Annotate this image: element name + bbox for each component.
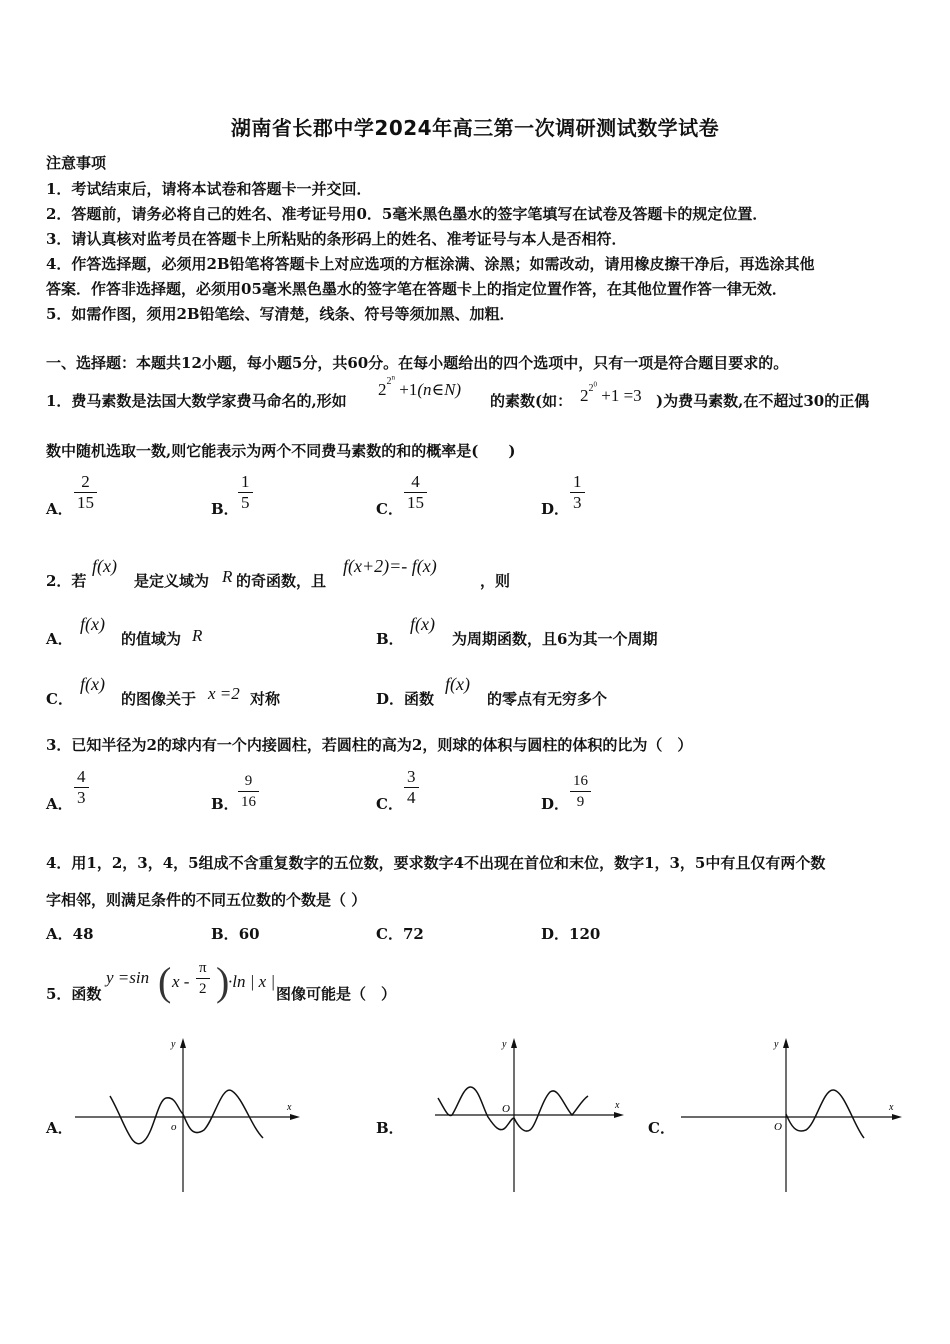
q5-graph-b	[430, 1030, 630, 1200]
q3-option-d-label: D．	[541, 795, 570, 813]
y-label: y	[774, 1039, 779, 1050]
q1-option-a-fraction: $\frac{2}{15}$	[74, 472, 97, 513]
curve	[786, 1090, 864, 1138]
q3-option-b-label: B．	[211, 795, 239, 813]
q2-mid1: 是定义域为	[134, 572, 210, 590]
q1-option-a-label: A．	[46, 500, 73, 518]
q5-graph-a	[70, 1030, 305, 1200]
x-arrow-icon	[614, 1112, 624, 1118]
q2-option-c-text1: 的图像关于	[121, 690, 197, 708]
q3-option-a-fraction: $\frac{4}{3}$	[74, 767, 89, 808]
q2-option-d-label: D．函数	[376, 690, 435, 708]
q2-option-b-text: 为周期函数，且6为其一个周期	[452, 630, 658, 648]
q5-graph-c-label: C．	[648, 1119, 675, 1137]
y-arrow-icon	[783, 1038, 789, 1048]
x-label: x	[287, 1102, 292, 1113]
notice-item: 5．如需作图，须用2B铅笔绘、写清楚，线条、符号等须加黑、加粗．	[46, 305, 515, 323]
q3-text: 3．已知半径为2的球内有一个内接圆柱，若圆柱的高为2，则球的体积与圆柱的体积的比为（ ）	[46, 736, 693, 754]
q5-function: y =sin ( x - $\frac{\pi}{2}$ ) ·ln | x |	[106, 959, 276, 1004]
q1-option-d-label: D．	[541, 500, 570, 518]
q2-R: R	[222, 567, 233, 586]
curve	[438, 1087, 588, 1131]
origin-label: o	[171, 1121, 177, 1133]
x-arrow-icon	[892, 1114, 902, 1120]
q2-option-a-R: R	[192, 626, 203, 645]
y-arrow-icon	[180, 1038, 186, 1048]
q1-example: $2^{2^0} +1 =3$	[580, 381, 642, 405]
notice-item: 答案．作答非选择题，必须用05毫米黑色墨水的签字笔在答题卡上的指定位置作答，在其他位置作答一律无效．	[46, 280, 787, 298]
y-label: y	[502, 1039, 507, 1050]
q4-option-b: B．60	[211, 925, 260, 943]
q5-graph-a-label: A．	[46, 1119, 73, 1137]
right-paren: )	[216, 959, 230, 1004]
q2-prefix: 2．若	[46, 572, 87, 590]
x-label: x	[889, 1102, 894, 1113]
q2-option-c-fx: f(x)	[80, 674, 105, 694]
q4-option-c: C．72	[376, 925, 424, 943]
q1-suffix: )为费马素数,在不超过30的正偶	[656, 392, 870, 410]
origin-label: O	[502, 1103, 510, 1115]
q4-line1: 4．用1，2，3，4，5组成不含重复数字的五位数，要求数字4不出现在首位和末位，数字1，3，5中有且仅有两个数	[46, 854, 826, 872]
notice-heading: 注意事项	[46, 154, 107, 172]
notice-item: 2．答题前，请务必将自己的姓名、准考证号用0．5毫米黑色墨水的签字笔填写在试卷及答题卡的规定位置．	[46, 205, 768, 223]
q1-formula: $2^{2^n}$ +1(n∈N)	[378, 374, 462, 399]
q2-option-c-eq: x =2	[208, 684, 240, 703]
q4-line2: 字相邻，则满足条件的不同五位数的个数是（ ）	[46, 891, 367, 909]
q2-fx: f(x)	[92, 556, 117, 576]
q1-prefix: 1．费马素数是法国大数学家费马命名的,形如	[46, 392, 347, 410]
q1-option-c-label: C．	[376, 500, 403, 518]
q2-option-a-label: A．	[46, 630, 73, 648]
q4-option-d: D．120	[541, 925, 601, 943]
q5-suffix: 图像可能是（ ）	[276, 985, 397, 1003]
q2-option-b-label: B．	[376, 630, 404, 648]
notice-item: 3．请认真核对监考员在答题卡上所粘贴的条形码上的姓名、准考证号与本人是否相符．	[46, 230, 627, 248]
q5-prefix: 5．函数	[46, 985, 102, 1003]
q1-option-b-label: B．	[211, 500, 239, 518]
y-label: y	[171, 1039, 176, 1050]
page-title: 湖南省长郡中学2024年高三第一次调研测试数学试卷	[230, 116, 720, 140]
q2-option-d-text: 的零点有无穷多个	[487, 690, 608, 708]
q1-middle: 的素数(如：	[490, 392, 573, 410]
q2-mid2: 的奇函数，且	[236, 572, 327, 590]
q5-graph-b-label: B．	[376, 1119, 404, 1137]
left-paren: (	[158, 959, 172, 1004]
notice-item: 1．考试结束后，请将本试卷和答题卡一并交回．	[46, 180, 372, 198]
q1-line2: 数中随机选取一数,则它能表示为两个不同费马素数的和的概率是( )	[46, 442, 516, 460]
q2-suffix: ，则	[480, 572, 511, 590]
q5-graph-c	[676, 1030, 911, 1200]
q2-option-c-label: C．	[46, 690, 73, 708]
q3-option-c-label: C．	[376, 795, 403, 813]
origin-label: O	[774, 1121, 782, 1133]
y-arrow-icon	[511, 1038, 517, 1048]
x-arrow-icon	[290, 1114, 300, 1120]
q2-option-d-fx: f(x)	[445, 674, 470, 694]
q4-option-a: A．48	[46, 925, 94, 943]
q3-option-d-fraction: $\frac{16}{9}$	[570, 771, 591, 812]
notice-item: 4．作答选择题，必须用2B铅笔将答题卡上对应选项的方框涂满、涂黑；如需改动，请用橡皮擦干净后，再选涂其他	[46, 255, 815, 273]
q1-option-c-fraction: $\frac{4}{15}$	[404, 472, 427, 513]
q2-option-c-text2: 对称	[250, 690, 281, 708]
section-heading: 一、选择题：本题共12小题，每小题5分，共60分。在每小题给出的四个选项中，只有一项是符合题目要求的。	[46, 354, 789, 372]
q2-option-b-fx: f(x)	[410, 614, 435, 634]
q3-option-b-fraction: $\frac{9}{16}$	[238, 771, 259, 812]
q1-option-d-fraction: $\frac{1}{3}$	[570, 472, 585, 513]
pi-over-2: $\frac{\pi}{2}$	[196, 958, 210, 999]
q3-option-c-fraction: $\frac{3}{4}$	[404, 767, 419, 808]
x-label: x	[615, 1100, 620, 1111]
q2-option-a-text: 的值域为	[121, 630, 182, 648]
q2-option-a-fx: f(x)	[80, 614, 105, 634]
q1-option-b-fraction: $\frac{1}{5}$	[238, 472, 253, 513]
q3-option-a-label: A．	[46, 795, 73, 813]
q2-condition: f(x+2)=- f(x)	[343, 556, 437, 576]
